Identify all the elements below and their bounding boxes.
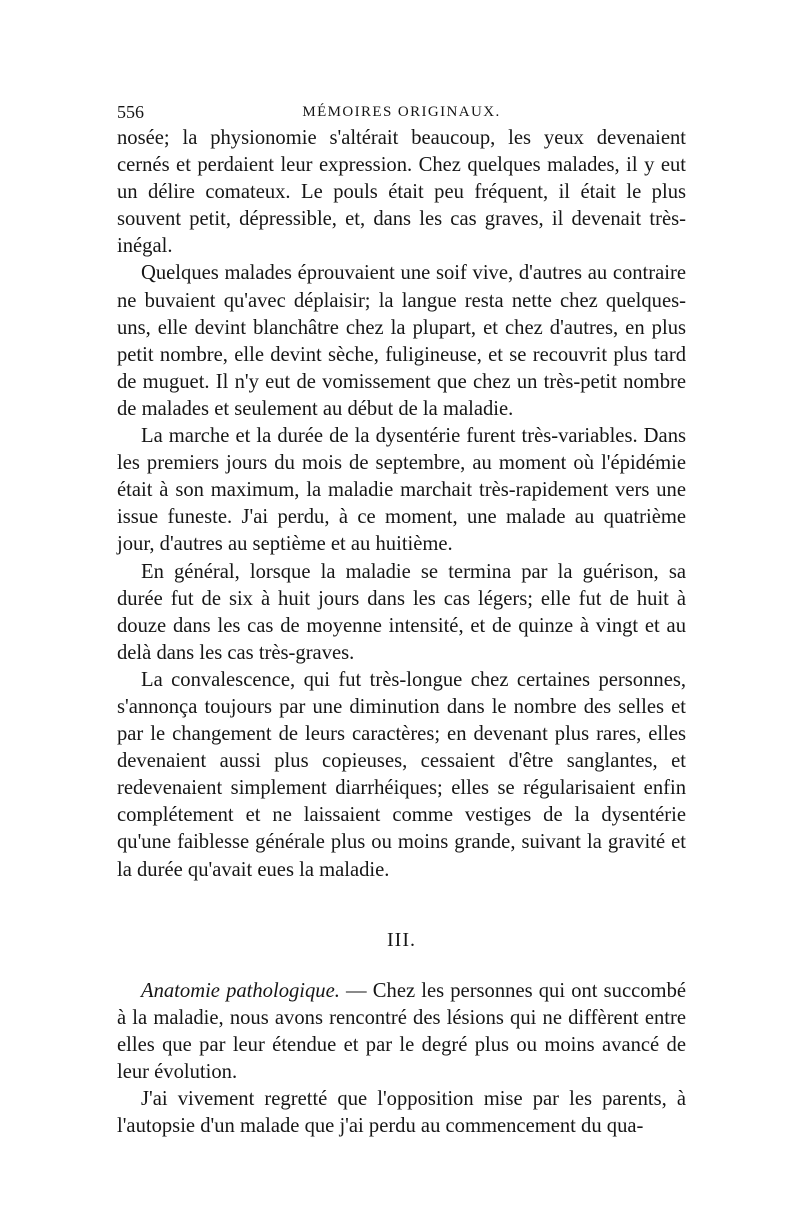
section-heading: III. bbox=[387, 928, 416, 951]
paragraph-continued: nosée; la physionomie s'altérait beaucoup, les yeux devenaient cernés et perdaient leur expression. Chez quelques malades, il y eut un délire comateux. Le pouls était peu fréquent, il était le plus souvent petit, dépressible, et, dans les cas graves, il devenait très-inégal. bbox=[117, 127, 686, 258]
paragraph: La convalescence, qui fut très-longue chez certaines personnes, s'annonça toujours par une diminution dans le nombre des selles et par le changement de leurs caractères; en devenant plus rares, elles devenaient aussi plus copieuses, cessaient d'être sanglantes, et redevenaient simplement diarrhéiques; elles se régularisaient enfin complétement et ne laissaient comme vestiges de la dysentérie qu'une faiblesse générale plus ou moins grande, suivant la gravité et la durée qu'avait eues la maladie. bbox=[117, 668, 686, 881]
section-subtitle: Anatomie pathologique. bbox=[141, 979, 340, 1002]
paragraph: J'ai vivement regretté que l'opposition mise par les parents, à l'autopsie d'un malade que j'ai perdu au commencement du qua- bbox=[117, 1088, 686, 1138]
paragraph: Quelques malades éprouvaient une soif vive, d'autres au contraire ne buvaient qu'avec déplaisir; la langue resta nette chez quelques-uns, elle devint blanchâtre chez la plupart, et chez d'autres, en plus petit nombre, elle devint sèche, fuligineuse, et se recouvrit plus tard de muguet. Il n'y eut de vomissement que chez un très-petit nombre de malades et seulement au début de la maladie. bbox=[117, 262, 686, 420]
section-paragraph bbox=[117, 978, 686, 1086]
em-dash: — bbox=[339, 979, 373, 1002]
page-number: 556 bbox=[117, 102, 144, 122]
paragraph: La marche et la durée de la dysentérie furent très-variables. Dans les premiers jours du mois de septembre, au moment où l'épidémie était à son maximum, la maladie marchait très-rapidement vers une issue funeste. J'ai perdu, à ce moment, une malade au quatrième jour, d'autres au septième et au huitième. bbox=[117, 425, 686, 556]
section-paragraph-text: Chez les personnes qui ont succombé à la maladie, nous avons rencontré des lésions qui ne diffèrent entre elles que par leur étendue et par le degré plus ou moins avancé de leur évolution. bbox=[117, 979, 687, 1083]
running-head bbox=[117, 100, 686, 124]
paragraph: En général, lorsque la maladie se termina par la guérison, sa durée fut de six à huit jours dans les cas légers; elle fut de huit à douze dans les cas de moyenne intensité, et de quinze à vingt et au delà dans les cas très-graves. bbox=[117, 560, 686, 664]
running-title: MÉMOIRES ORIGINAUX. bbox=[302, 104, 501, 120]
body-text bbox=[117, 125, 686, 1140]
